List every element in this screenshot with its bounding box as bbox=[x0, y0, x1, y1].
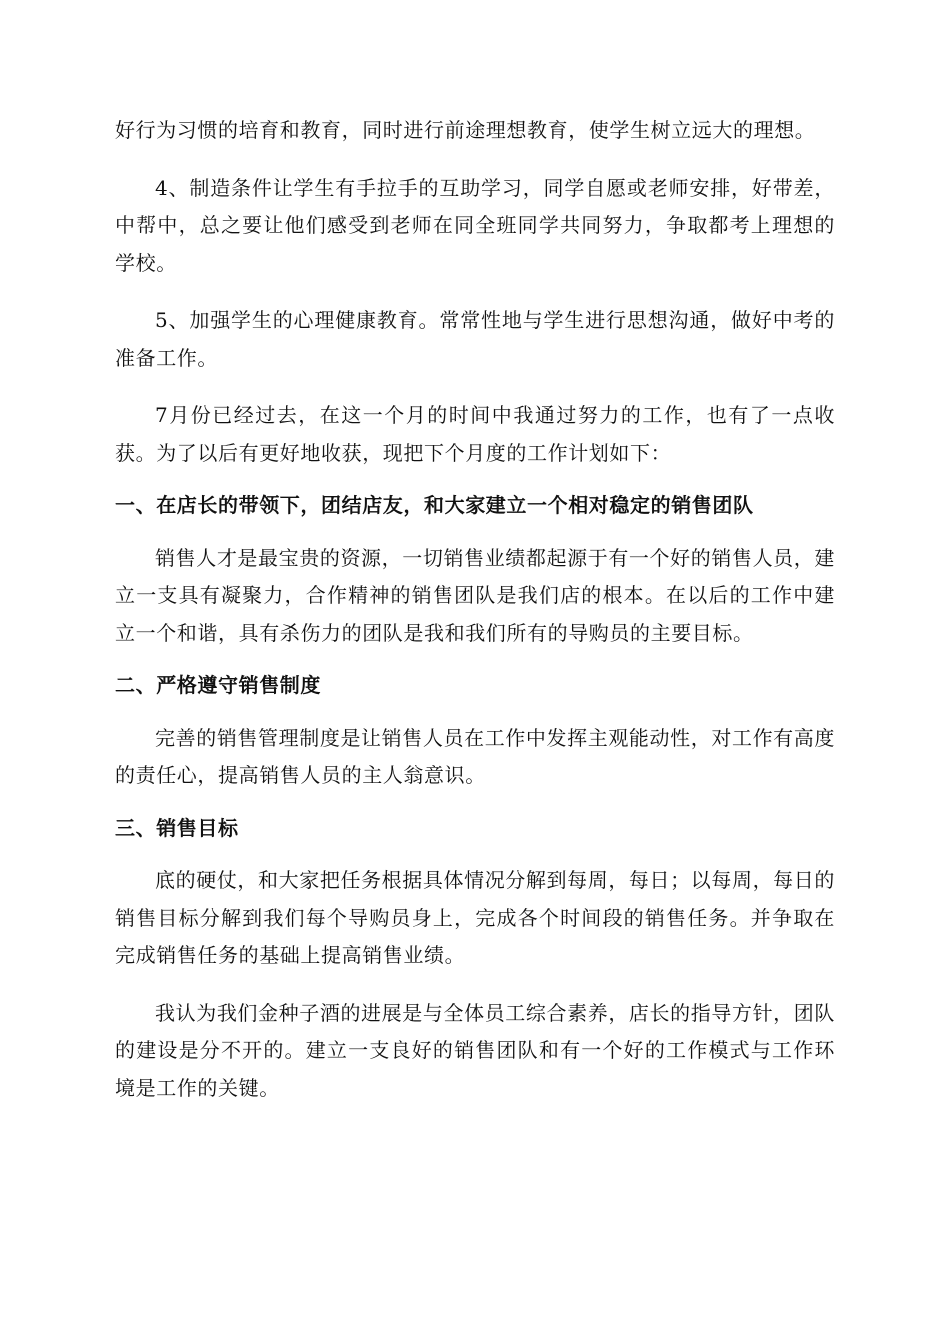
paragraph-conclusion: 我认为我们金种子酒的进展是与全体员工综合素养，店长的指导方针，团队的建设是分不开的。建立一支良好的销售团队和有一个好的工作模式与工作环境是工作的关键。 bbox=[115, 1000, 835, 1100]
paragraph-item-5: 5、加强学生的心理健康教育。常常性地与学生进行思想沟通，做好中考的准备工作。 bbox=[115, 308, 835, 370]
section-heading-2: 二、严格遵守销售制度 bbox=[115, 673, 321, 697]
paragraph-item-4: 4、制造条件让学生有手拉手的互助学习，同学自愿或老师安排，好带差，中帮中，总之要让他们感受到老师在同全班同学共同努力，争取都考上理想的学校。 bbox=[115, 175, 835, 275]
section-heading-1: 一、在店长的带领下，团结店友，和大家建立一个相对稳定的销售团队 bbox=[115, 493, 754, 517]
section-heading-3: 三、销售目标 bbox=[115, 815, 239, 840]
paragraph-habit-education: 好行为习惯的培育和教育，同时进行前途理想教育，使学生树立远大的理想。 bbox=[115, 118, 816, 142]
paragraph-sales-system: 完善的销售管理制度是让销售人员在工作中发挥主观能动性，对工作有高度的责任心，提高销售人员的主人翁意识。 bbox=[115, 725, 835, 787]
paragraph-sales-targets: 底的硬仗，和大家把任务根据具体情况分解到每周，每日；以每周，每日的销售目标分解到我们每个导购员身上，完成各个时间段的销售任务。并争取在完成销售任务的基础上提高销售业绩。 bbox=[115, 868, 835, 967]
document-page bbox=[115, 112, 835, 1107]
paragraph-sales-team: 销售人才是最宝贵的资源，一切销售业绩都起源于有一个好的销售人员，建立一支具有凝聚力，合作精神的销售团队是我们店的根本。在以后的工作中建立一个和谐，具有杀伤力的团队是我和我们所有的导购员的主要目标。 bbox=[115, 545, 835, 645]
paragraph-july-summary: 7月份已经过去，在这一个月的时间中我通过努力的工作，也有了一点收获。为了以后有更好地收获，现把下个月度的工作计划如下： bbox=[115, 403, 835, 465]
